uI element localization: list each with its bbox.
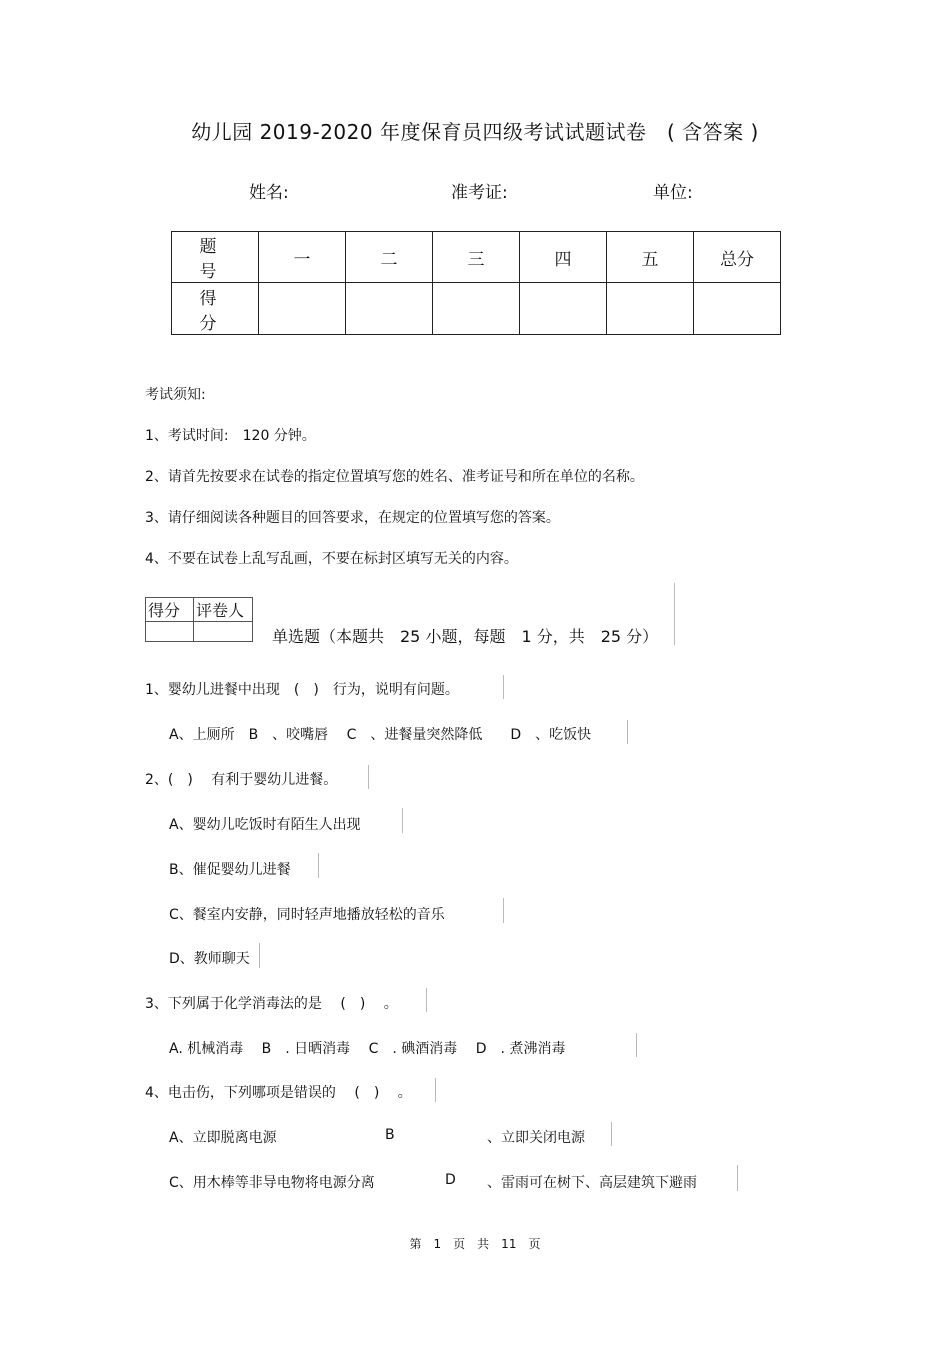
grader-box: [145, 597, 253, 642]
margin-line: [627, 720, 628, 744]
notice-item: 1、考试时间: 120 分钟。: [145, 428, 316, 444]
notice-item: 2、请首先按要求在试卷的指定位置填写您的姓名、准考证号和所在单位的名称。: [145, 469, 644, 485]
page-footer: 第 1 页 共 11 页: [409, 1237, 541, 1251]
score-table-header-row: [172, 232, 781, 283]
margin-line: [426, 988, 427, 1012]
score-table-header-label: 题 号: [172, 232, 259, 283]
score-table-header-cell: 二: [346, 232, 433, 283]
margin-line: [636, 1033, 637, 1057]
margin-line: [435, 1078, 436, 1102]
score-table-header-cell: 总分: [694, 232, 781, 283]
question-3: 3、下列属于化学消毒法的是 ( ) 。: [145, 996, 398, 1012]
grader-reviewer-label: 评卷人: [194, 598, 253, 622]
margin-line: [318, 853, 319, 878]
grader-reviewer-cell[interactable]: [194, 622, 253, 642]
question-4-option-b: 、立即关闭电源: [487, 1130, 585, 1146]
exam-number-label: 准考证:: [451, 183, 508, 203]
question-4-option-d-letter: D: [445, 1172, 456, 1188]
score-cell[interactable]: [694, 283, 781, 335]
score-table-score-row: [172, 283, 781, 335]
question-2-option-a: A、婴幼儿吃饭时有陌生人出现: [169, 817, 361, 833]
question-1-options: A、上厕所 B 、咬嘴唇 C 、进餐量突然降低 D 、吃饭快: [169, 727, 592, 743]
margin-line: [503, 675, 504, 699]
score-table-header-cell: 三: [433, 232, 520, 283]
score-table-row-label: 得 分: [172, 283, 259, 335]
margin-line: [402, 808, 403, 833]
grader-score-cell[interactable]: [146, 622, 194, 642]
score-table-header-cell: 五: [607, 232, 694, 283]
question-4: 4、电击伤，下列哪项是错误的 ( ) 。: [145, 1085, 412, 1101]
score-cell[interactable]: [607, 283, 694, 335]
name-label: 姓名:: [249, 183, 289, 203]
page-title: 幼儿园 2019-2020 年度保育员四级考试试题试卷 ( 含答案 ): [191, 120, 759, 144]
unit-label: 单位:: [653, 183, 693, 203]
question-4-option-a: A、立即脱离电源: [169, 1130, 277, 1146]
question-1: 1、婴幼儿进餐中出现 ( ) 行为，说明有问题。: [145, 682, 459, 698]
notice-item: 4、不要在试卷上乱写乱画，不要在标封区填写无关的内容。: [145, 551, 518, 567]
score-cell[interactable]: [346, 283, 433, 335]
score-table: [171, 231, 781, 335]
score-cell[interactable]: [520, 283, 607, 335]
score-table-header-cell: 四: [520, 232, 607, 283]
notice-item: 3、请仔细阅读各种题目的回答要求，在规定的位置填写您的答案。: [145, 510, 560, 526]
score-table-header-cell: 一: [259, 232, 346, 283]
question-4-option-c: C、用木棒等非导电物将电源分离: [169, 1175, 375, 1191]
margin-line: [737, 1165, 738, 1191]
question-2: 2、( ) 有利于婴幼儿进餐。: [145, 772, 338, 788]
question-2-option-b: B、催促婴幼儿进餐: [169, 862, 291, 878]
score-cell[interactable]: [433, 283, 520, 335]
score-cell[interactable]: [259, 283, 346, 335]
section-heading: 单选题（本题共 25 小题，每题 1 分，共 25 分）: [272, 627, 659, 646]
margin-line: [611, 1122, 612, 1146]
margin-line: [368, 765, 369, 789]
question-4-option-d: 、雷雨可在树下、高层建筑下避雨: [487, 1175, 697, 1191]
question-2-option-c: C、餐室内安静，同时轻声地播放轻松的音乐: [169, 907, 445, 923]
margin-line: [503, 898, 504, 923]
question-2-option-d: D、教师聊天: [169, 951, 250, 967]
margin-line: [259, 943, 260, 968]
grader-score-label: 得分: [146, 598, 194, 622]
notice-heading: 考试须知:: [145, 387, 206, 403]
margin-line: [674, 583, 675, 645]
question-4-option-b-letter: B: [385, 1127, 395, 1143]
question-3-options: A. 机械消毒 B . 日晒消毒 C . 碘酒消毒 D . 煮沸消毒: [169, 1041, 566, 1057]
